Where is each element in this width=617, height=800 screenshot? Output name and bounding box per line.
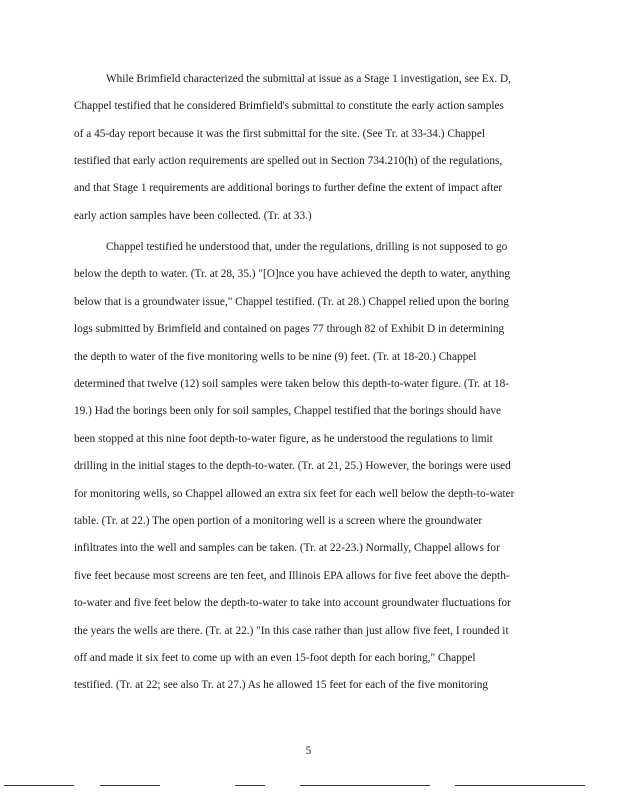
footer-rule: [100, 785, 160, 786]
text-line: five feet because most screens are ten feet, and Illinois EPA allows for five feet above the depth-: [74, 569, 510, 582]
text-line: table. (Tr. at 22.) The open portion of a monitoring well is a screen where the groundwater: [74, 515, 483, 527]
text-line: Chappel testified he understood that, under the regulations, drilling is not supposed to go: [106, 241, 508, 253]
text-line: early action samples have been collected. (Tr. at 33.): [74, 209, 312, 222]
text-line: infiltrates into the well and samples can be taken. (Tr. at 22-23.) Normally, Chappel allows for: [74, 542, 500, 555]
footer-rule: [235, 785, 265, 786]
text-line: determined that twelve (12) soil samples were taken below this depth-to-water figure. (Tr. at 18-: [74, 378, 510, 390]
text-line: of a 45-day report because it was the first submittal for the site. (See Tr. at 33-34.) Chappel: [74, 127, 485, 140]
page-number: 5: [305, 745, 312, 757]
text-line: and that Stage 1 requirements are additional borings to further define the extent of impact after: [74, 182, 503, 195]
text-line: to-water and five feet below the depth-to-water to take into account groundwater fluctuations for: [74, 597, 511, 610]
text-line: been stopped at this nine foot depth-to-water figure, as he understood the regulations to limit: [74, 432, 493, 445]
text-line: testified that early action requirements are spelled out in Section 734.210(h) of the regulations,: [74, 154, 503, 167]
text-line: 19.) Had the borings been only for soil samples, Chappel testified that the borings should have: [74, 405, 502, 418]
footer-rule: [4, 785, 74, 786]
text-line: for monitoring wells, so Chappel allowed an extra six feet for each well below the depth-to-water: [74, 487, 515, 500]
text-line: below the depth to water. (Tr. at 28, 35.) "[O]nce you have achieved the depth to water, anything: [74, 268, 511, 281]
text-line: the years the wells are there. (Tr. at 22.) "In this case rather than just allow five feet, I rounded it: [74, 624, 509, 637]
text-line: drilling in the initial stages to the depth-to-water. (Tr. at 21, 25.) However, the borings were used: [74, 460, 511, 473]
text-line: off and made it six feet to come up with an even 15-foot depth for each boring," Chappel: [74, 652, 476, 664]
text-line: the depth to water of the five monitoring wells to be nine (9) feet. (Tr. at 18-20.) Chappel: [74, 350, 477, 363]
text-line: Chappel testified that he considered Brimfield's submittal to constitute the early action samples: [74, 100, 504, 113]
text-line: testified. (Tr. at 22; see also Tr. at 27.) As he allowed 15 feet for each of the five monitoring: [74, 679, 489, 692]
text-line: While Brimfield characterized the submittal at issue as a Stage 1 investigation, see Ex. D,: [106, 73, 511, 85]
text-line: logs submitted by Brimfield and contained on pages 77 through 82 of Exhibit D in determining: [74, 323, 505, 336]
text-line: below that is a groundwater issue," Chappel testified. (Tr. at 28.) Chappel relied upon the boring: [74, 295, 509, 308]
footer-rule: [455, 785, 585, 786]
footer-rule: [300, 785, 430, 786]
